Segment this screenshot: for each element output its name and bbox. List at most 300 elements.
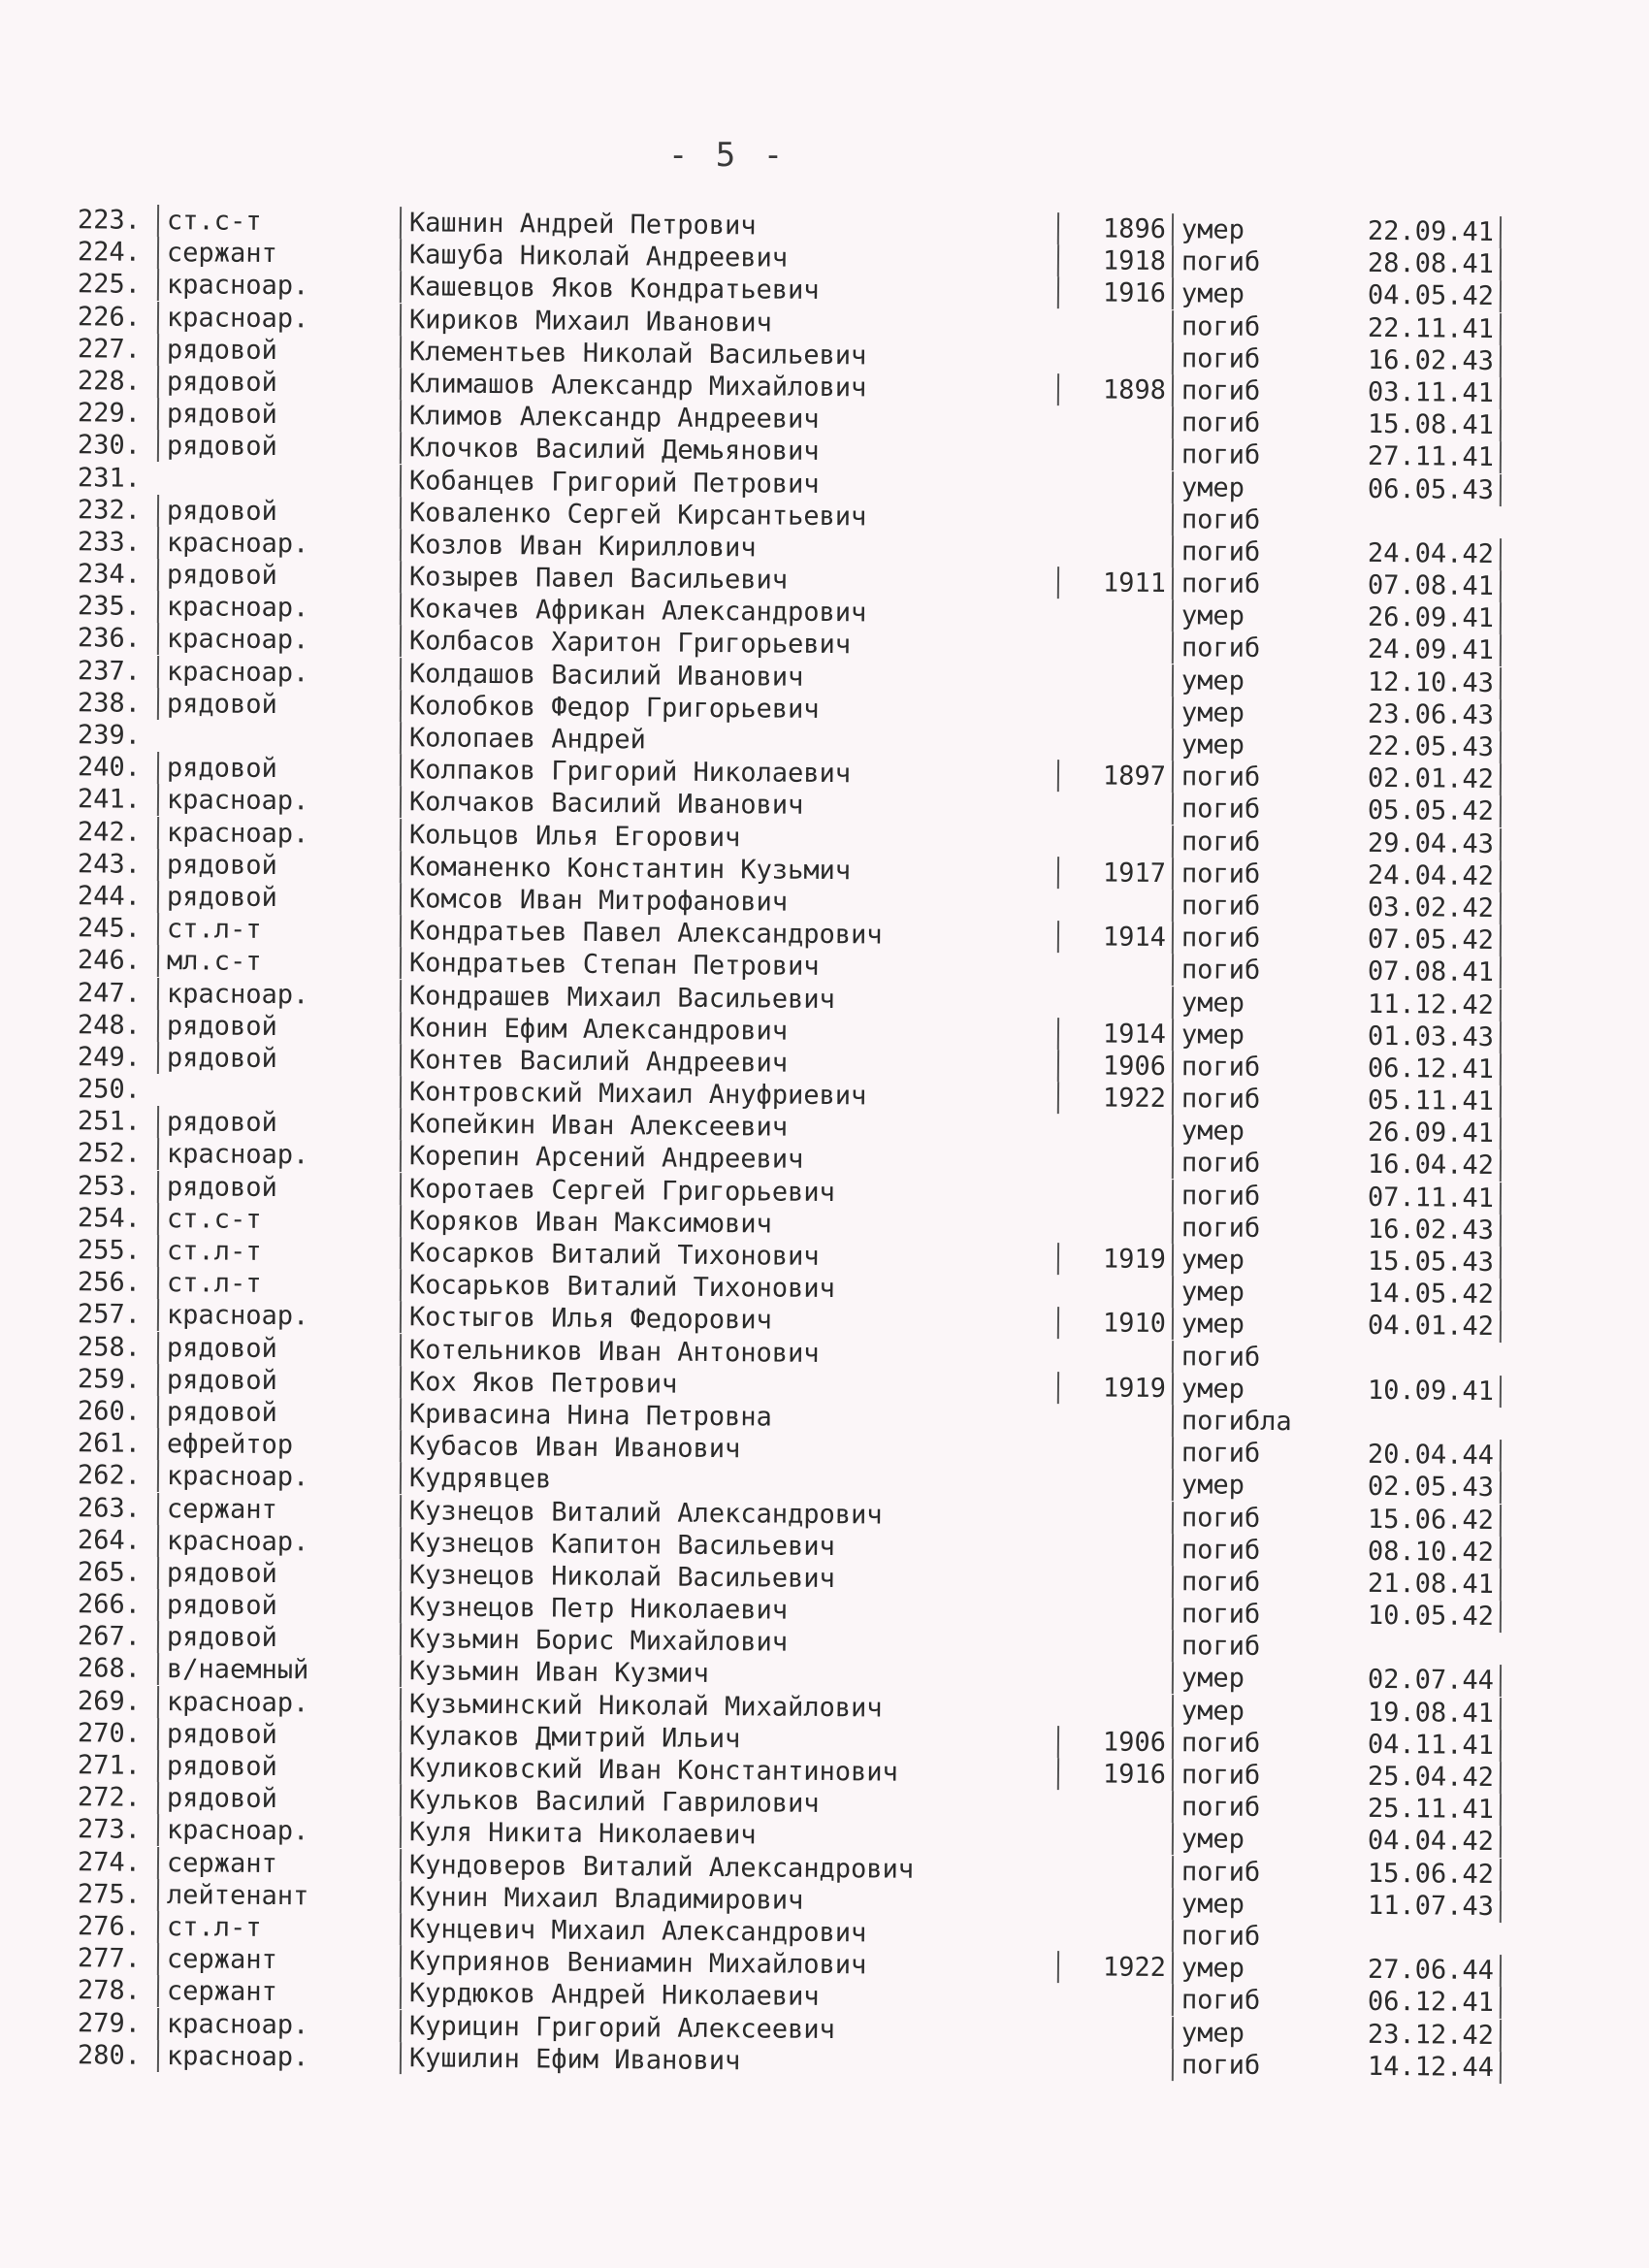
name-cell: Контев Василий Андреевич (400, 1044, 1088, 1082)
status-cell: погиб (1172, 438, 1327, 471)
date-cell: 22.11.41 (1319, 311, 1502, 345)
name-cell: Кольцов Илья Егорович (400, 819, 1088, 857)
name-cell: Куприянов Вениамин Михайлович (400, 1945, 1088, 1983)
row-number: 275. (77, 1879, 142, 1910)
name-cell: Коротаев Сергей Григорьевич (400, 1173, 1088, 1211)
status-cell: умер (1172, 1308, 1327, 1341)
row-number: 270. (77, 1718, 142, 1749)
row-number: 237. (77, 655, 142, 687)
rank-cell: сержант (157, 237, 400, 271)
name-cell: Кундоверов Виталий Александрович (400, 1849, 1088, 1887)
name-cell: Кашнин Андрей Петрович (400, 207, 1088, 244)
name-cell: Климов Александр Андреевич (400, 400, 1088, 437)
name-cell: Колопаев Андрей (400, 722, 1088, 760)
row-number: 252. (77, 1138, 142, 1170)
rank-cell: красноар. (157, 817, 400, 851)
status-cell: умер (1172, 599, 1327, 632)
date-cell: 10.09.41 (1319, 1374, 1502, 1408)
row-number: 224. (77, 237, 142, 269)
row-number: 231. (77, 462, 142, 494)
date-cell: 12.10.43 (1319, 665, 1502, 699)
date-cell: 03.02.42 (1319, 891, 1502, 924)
status-cell: погиб (1172, 374, 1327, 407)
name-cell: Косарьков Виталий Тихонович (400, 1269, 1088, 1307)
status-cell: погиб (1172, 1598, 1327, 1631)
date-cell: 27.06.44 (1319, 1954, 1502, 1988)
rank-cell: рядовой (157, 1750, 400, 1784)
row-number: 227. (77, 334, 142, 365)
date-cell: 14.12.44 (1319, 2050, 1502, 2084)
row-number: 274. (77, 1846, 142, 1878)
rank-cell: ст.с-т (157, 1203, 400, 1237)
status-cell: погиб (1172, 1759, 1327, 1792)
row-number: 229. (77, 398, 142, 429)
status-cell: умер (1172, 1952, 1327, 1985)
date-cell: 24.04.42 (1319, 859, 1502, 892)
birth-year-cell: 1916 (1057, 1758, 1172, 1791)
date-cell: 25.04.42 (1319, 1760, 1502, 1794)
name-cell: Костыгов Илья Федорович (400, 1302, 1088, 1340)
name-cell: Кобанцев Григорий Петрович (400, 465, 1088, 502)
date-cell: 22.05.43 (1319, 729, 1502, 763)
rank-cell: рядовой (157, 1042, 400, 1076)
rank-cell: лейтенант (157, 1879, 400, 1913)
status-cell: погиб (1172, 858, 1327, 891)
birth-year-cell: 1914 (1057, 921, 1172, 954)
rank-cell: красноар. (157, 977, 400, 1011)
name-cell: Курдюков Андрей Николаевич (400, 1977, 1088, 2015)
rank-cell: рядовой (157, 1718, 400, 1752)
name-cell: Копейкин Иван Алексеевич (400, 1108, 1088, 1146)
rank-cell: рядовой (157, 1589, 400, 1623)
row-number: 236. (77, 623, 142, 655)
name-cell: Кох Яков Петрович (400, 1366, 1088, 1404)
name-cell: Кудрявцев (400, 1462, 1088, 1500)
rank-cell: рядовой (157, 1010, 400, 1044)
status-cell: умер (1172, 697, 1327, 729)
status-cell: умер (1172, 213, 1327, 246)
name-cell: Кузьмин Иван Кузмич (400, 1656, 1088, 1694)
status-cell: умер (1172, 1663, 1327, 1696)
rank-cell: рядовой (157, 1621, 400, 1655)
name-cell: Корепин Арсений Андреевич (400, 1141, 1088, 1179)
rank-cell: мл.с-т (157, 945, 400, 979)
birth-year-cell: 1897 (1057, 760, 1172, 793)
rank-cell: рядовой (157, 1106, 400, 1140)
status-cell: погиб (1172, 632, 1327, 665)
birth-year-cell: 1914 (1057, 1018, 1172, 1051)
rank-cell: ст.л-т (157, 1911, 400, 1945)
date-cell: 19.08.41 (1319, 1696, 1502, 1730)
birth-year-cell: 1918 (1057, 244, 1172, 277)
name-cell: Кузнецов Виталий Александрович (400, 1495, 1088, 1533)
status-cell: погиб (1172, 1437, 1327, 1470)
row-number: 248. (77, 1009, 142, 1041)
row-number: 238. (77, 688, 142, 719)
status-cell: погиб (1172, 310, 1327, 343)
rank-cell: рядовой (157, 752, 400, 786)
name-cell: Котельников Иван Антонович (400, 1334, 1088, 1372)
row-number: 276. (77, 1911, 142, 1942)
row-number: 263. (77, 1492, 142, 1524)
row-number: 255. (77, 1235, 142, 1266)
rank-cell: рядовой (157, 1782, 400, 1816)
rank-cell: красноар. (157, 2007, 400, 2041)
status-cell: погиб (1172, 1148, 1327, 1181)
date-cell: 02.07.44 (1319, 1664, 1502, 1698)
status-cell: погиб (1172, 890, 1327, 923)
row-number: 259. (77, 1364, 142, 1395)
date-cell: 06.12.41 (1319, 1986, 1502, 2020)
date-cell: 14.05.42 (1319, 1278, 1502, 1312)
name-cell: Куля Никита Николаевич (400, 1817, 1088, 1855)
date-cell: 11.12.42 (1319, 988, 1502, 1021)
status-cell: погиб (1172, 1856, 1327, 1889)
birth-year-cell: 1898 (1057, 373, 1172, 406)
rank-cell: рядовой (157, 398, 400, 432)
rank-cell: рядовой (157, 1557, 400, 1591)
date-cell: 01.03.43 (1319, 1020, 1502, 1053)
status-cell: погиб (1172, 761, 1327, 794)
row-number: 272. (77, 1782, 142, 1814)
rank-cell: красноар. (157, 1460, 400, 1494)
rank-cell: красноар. (157, 2040, 400, 2074)
name-cell: Комсов Иван Митрофанович (400, 883, 1088, 921)
name-cell: Контровский Михаил Ануфриевич (400, 1076, 1088, 1114)
row-number: 260. (77, 1396, 142, 1427)
row-number: 251. (77, 1106, 142, 1138)
date-cell: 16.02.43 (1319, 343, 1502, 377)
rank-cell: красноар. (157, 1299, 400, 1333)
row-number: 240. (77, 752, 142, 784)
status-cell: погиб (1172, 1630, 1327, 1663)
date-cell: 23.12.42 (1319, 2018, 1502, 2052)
name-cell: Козлов Иван Кириллович (400, 529, 1088, 567)
row-number: 246. (77, 945, 142, 977)
name-cell: Кулаков Дмитрий Ильич (400, 1720, 1088, 1758)
birth-year-cell: 1919 (1057, 1372, 1172, 1405)
status-cell: умер (1172, 471, 1327, 504)
rank-cell: сержант (157, 1943, 400, 1977)
status-cell: умер (1172, 277, 1327, 310)
status-cell: погиб (1172, 1727, 1327, 1760)
row-number: 232. (77, 494, 142, 526)
rank-cell: красноар. (157, 269, 400, 303)
date-cell (1319, 1632, 1502, 1634)
row-number: 233. (77, 527, 142, 558)
rank-cell: красноар. (157, 1525, 400, 1559)
date-cell: 07.08.41 (1319, 956, 1502, 989)
status-cell: умер (1172, 1695, 1327, 1728)
rank-cell: рядовой (157, 334, 400, 368)
status-cell: умер (1172, 1019, 1327, 1052)
status-cell: умер (1172, 1244, 1327, 1277)
date-cell: 15.08.41 (1319, 408, 1502, 442)
status-cell: умер (1172, 1469, 1327, 1502)
row-number: 225. (77, 269, 142, 301)
status-cell: погиб (1172, 1051, 1327, 1084)
status-cell: погиб (1172, 1180, 1327, 1213)
row-number: 262. (77, 1460, 142, 1492)
date-cell: 20.04.44 (1319, 1439, 1502, 1473)
rank-cell: рядовой (157, 1332, 400, 1366)
name-cell: Куликовский Иван Константинович (400, 1752, 1088, 1790)
status-cell: погиб (1172, 1984, 1327, 2017)
rank-cell: ст.л-т (157, 1267, 400, 1301)
date-cell: 08.10.42 (1319, 1535, 1502, 1569)
name-cell: Козырев Павел Васильевич (400, 561, 1088, 599)
birth-year-cell: 1917 (1057, 857, 1172, 890)
rank-cell: рядовой (157, 430, 400, 464)
name-cell: Кушилин Ефим Иванович (400, 2042, 1088, 2080)
birth-year-cell: 1922 (1057, 1951, 1172, 1984)
row-number: 247. (77, 977, 142, 1009)
name-cell: Кондрашев Михаил Васильевич (400, 980, 1088, 1018)
name-cell: Колобков Федор Григорьевич (400, 690, 1088, 728)
birth-year-cell: 1919 (1057, 1243, 1172, 1276)
status-cell: погиб (1172, 1212, 1327, 1245)
name-cell: Кунин Михаил Владимирович (400, 1881, 1088, 1919)
rank-cell: красноар. (157, 623, 400, 657)
page-number: - 5 - (667, 136, 788, 175)
row-number: 230. (77, 430, 142, 462)
date-cell: 24.04.42 (1319, 536, 1502, 570)
row-number: 256. (77, 1267, 142, 1299)
date-cell: 22.09.41 (1319, 214, 1502, 248)
rank-cell: красноар. (157, 656, 400, 690)
row-number: 271. (77, 1750, 142, 1781)
row-number: 265. (77, 1557, 142, 1588)
birth-year-cell: 1896 (1057, 212, 1172, 245)
birth-year-cell: 1906 (1057, 1726, 1172, 1759)
name-cell: Конин Ефим Александрович (400, 1012, 1088, 1050)
rank-cell: красноар. (157, 1814, 400, 1848)
birth-year-cell: 1910 (1057, 1307, 1172, 1340)
date-cell: 02.05.43 (1319, 1471, 1502, 1505)
row-number: 242. (77, 816, 142, 848)
status-cell: умер (1172, 1276, 1327, 1309)
rank-cell: рядовой (157, 366, 400, 400)
row-number: 244. (77, 881, 142, 912)
date-cell: 26.09.41 (1319, 601, 1502, 635)
name-cell: Кокачев Африкан Александрович (400, 593, 1088, 631)
rank-cell: рядовой (157, 559, 400, 593)
birth-year-cell: 1922 (1057, 1082, 1172, 1115)
row-number: 273. (77, 1814, 142, 1846)
row-number: 268. (77, 1653, 142, 1685)
date-cell: 04.04.42 (1319, 1825, 1502, 1859)
status-cell: погиб (1172, 503, 1327, 536)
row-number: 277. (77, 1943, 142, 1974)
rank-cell: сержант (157, 1975, 400, 2009)
row-number: 253. (77, 1170, 142, 1202)
row-number: 250. (77, 1074, 142, 1105)
status-cell: погиб (1172, 1920, 1327, 1953)
name-cell: Клементьев Николай Васильевич (400, 336, 1088, 373)
name-cell: Косарков Виталий Тихонович (400, 1237, 1088, 1275)
birth-year-cell: 1911 (1057, 567, 1172, 599)
rank-cell: ст.с-т (157, 205, 400, 239)
status-cell: погиб (1172, 1566, 1327, 1599)
rank-cell: красноар. (157, 1686, 400, 1720)
date-cell: 07.05.42 (1319, 923, 1502, 957)
name-cell: Кузьмин Борис Михайлович (400, 1623, 1088, 1661)
name-cell: Кузнецов Петр Николаевич (400, 1591, 1088, 1629)
rank-cell: красноар. (157, 591, 400, 625)
row-number: 280. (77, 2039, 142, 2071)
name-cell: Колчаков Василий Иванович (400, 787, 1088, 825)
rank-cell: ефрейтор (157, 1428, 400, 1462)
name-cell: Кузьминский Николай Михайлович (400, 1688, 1088, 1726)
status-cell: умер (1172, 664, 1327, 697)
date-cell: 16.02.43 (1319, 1213, 1502, 1247)
name-cell: Климашов Александр Михайлович (400, 368, 1088, 405)
rank-cell: рядовой (157, 495, 400, 529)
name-cell: Кульков Василий Гаврилович (400, 1784, 1088, 1822)
date-cell: 15.05.43 (1319, 1245, 1502, 1279)
date-cell: 24.09.41 (1319, 633, 1502, 667)
rank-cell: ст.л-т (157, 1235, 400, 1269)
date-cell: 02.01.42 (1319, 762, 1502, 796)
name-cell: Кондратьев Степан Петрович (400, 947, 1088, 985)
status-cell: погиб (1172, 793, 1327, 826)
status-cell: погиб (1172, 535, 1327, 568)
row-number: 267. (77, 1621, 142, 1653)
name-cell: Кириков Михаил Иванович (400, 304, 1088, 341)
row-number: 243. (77, 849, 142, 880)
date-cell: 29.04.43 (1319, 826, 1502, 860)
status-cell: умер (1172, 1823, 1327, 1856)
date-cell: 05.11.41 (1319, 1084, 1502, 1118)
row-number: 226. (77, 301, 142, 333)
date-cell: 16.04.42 (1319, 1149, 1502, 1183)
date-cell: 21.08.41 (1319, 1567, 1502, 1601)
status-cell: умер (1172, 987, 1327, 1020)
date-cell: 06.12.41 (1319, 1052, 1502, 1085)
birth-year-cell: 1906 (1057, 1050, 1172, 1083)
name-cell: Кунцевич Михаил Александрович (400, 1913, 1088, 1951)
rank-cell: сержант (157, 1847, 400, 1881)
date-cell: 26.09.41 (1319, 1117, 1502, 1150)
date-cell: 25.11.41 (1319, 1793, 1502, 1827)
date-cell: 23.06.43 (1319, 697, 1502, 731)
name-cell: Кашуба Николай Андреевич (400, 239, 1088, 276)
row-number: 264. (77, 1524, 142, 1556)
name-cell: Колпаков Григорий Николаевич (400, 754, 1088, 792)
row-number: 241. (77, 784, 142, 816)
status-cell: погиб (1172, 406, 1327, 439)
row-number: 234. (77, 559, 142, 590)
rank-cell: красноар. (157, 302, 400, 336)
date-cell: 03.11.41 (1319, 375, 1502, 409)
row-number: 258. (77, 1331, 142, 1363)
date-cell: 05.05.42 (1319, 794, 1502, 828)
row-number: 235. (77, 591, 142, 623)
row-number: 228. (77, 366, 142, 397)
row-number: 245. (77, 913, 142, 944)
status-cell: погиб (1172, 826, 1327, 859)
status-cell: погиб (1172, 245, 1327, 278)
status-cell: погиб (1172, 567, 1327, 600)
name-cell: Коваленко Сергей Кирсантьевич (400, 497, 1088, 535)
name-cell: Колдашов Василий Иванович (400, 658, 1088, 696)
status-cell: погиб (1172, 1083, 1327, 1116)
name-cell: Кондратьев Павел Александрович (400, 915, 1088, 953)
status-cell: умер (1172, 1888, 1327, 1921)
row-number: 278. (77, 1975, 142, 2007)
name-cell: Колбасов Харитон Григорьевич (400, 626, 1088, 664)
date-cell: 11.07.43 (1319, 1889, 1502, 1923)
status-cell: погиб (1172, 1791, 1327, 1824)
rank-cell: красноар. (157, 1138, 400, 1172)
name-cell: Кузнецов Николай Васильевич (400, 1559, 1088, 1597)
rank-cell: рядовой (157, 1171, 400, 1205)
row-number: 239. (77, 720, 142, 751)
date-cell: 28.08.41 (1319, 247, 1502, 281)
row-number: 249. (77, 1042, 142, 1073)
name-cell: Клочков Василий Демьянович (400, 432, 1088, 470)
row-number: 223. (77, 205, 142, 236)
birth-year-cell: 1916 (1057, 276, 1172, 309)
roster-list (48, 204, 1504, 2083)
row-number: 269. (77, 1685, 142, 1717)
row-number: 261. (77, 1428, 142, 1459)
status-cell: погиб (1172, 954, 1327, 987)
date-cell: 15.06.42 (1319, 1503, 1502, 1537)
status-cell: погибла (1172, 1405, 1327, 1438)
name-cell: Кузнецов Капитон Васильевич (400, 1527, 1088, 1565)
status-cell: умер (1172, 729, 1327, 761)
status-cell: умер (1172, 1115, 1327, 1148)
status-cell: погиб (1172, 1534, 1327, 1567)
status-cell: погиб (1172, 342, 1327, 375)
status-cell: погиб (1172, 1341, 1327, 1374)
name-cell: Коряков Иван Максимович (400, 1205, 1088, 1243)
name-cell: Курицин Григорий Алексеевич (400, 2010, 1088, 2048)
date-cell: 27.11.41 (1319, 440, 1502, 474)
date-cell: 04.11.41 (1319, 1728, 1502, 1762)
status-cell: умер (1172, 2017, 1327, 2050)
rank-cell: рядовой (157, 881, 400, 915)
name-cell: Кубасов Иван Иванович (400, 1430, 1088, 1468)
status-cell: погиб (1172, 2049, 1327, 2082)
row-number: 279. (77, 2007, 142, 2039)
name-cell: Кашевцов Яков Кондратьевич (400, 272, 1088, 309)
rank-cell: рядовой (157, 849, 400, 883)
date-cell: 06.05.43 (1319, 472, 1502, 506)
name-cell: Кривасина Нина Петровна (400, 1398, 1088, 1436)
date-cell: 10.05.42 (1319, 1599, 1502, 1633)
rank-cell: рядовой (157, 688, 400, 722)
date-cell: 07.11.41 (1319, 1181, 1502, 1215)
rank-cell: рядовой (157, 1364, 400, 1398)
rank-cell: красноар. (157, 527, 400, 561)
date-cell: 04.05.42 (1319, 279, 1502, 313)
status-cell: умер (1172, 1373, 1327, 1406)
rank-cell: в/наемный (157, 1653, 400, 1687)
date-cell: 15.06.42 (1319, 1857, 1502, 1891)
rank-cell: рядовой (157, 1396, 400, 1430)
row-number: 254. (77, 1203, 142, 1234)
rank-cell: красноар. (157, 784, 400, 818)
status-cell: погиб (1172, 922, 1327, 955)
status-cell: погиб (1172, 1502, 1327, 1535)
rank-cell: ст.л-т (157, 913, 400, 947)
date-cell: 07.08.41 (1319, 568, 1502, 602)
date-cell: 04.01.42 (1319, 1310, 1502, 1344)
row-number: 257. (77, 1299, 142, 1331)
name-cell: Команенко Константин Кузьмич (400, 851, 1088, 889)
